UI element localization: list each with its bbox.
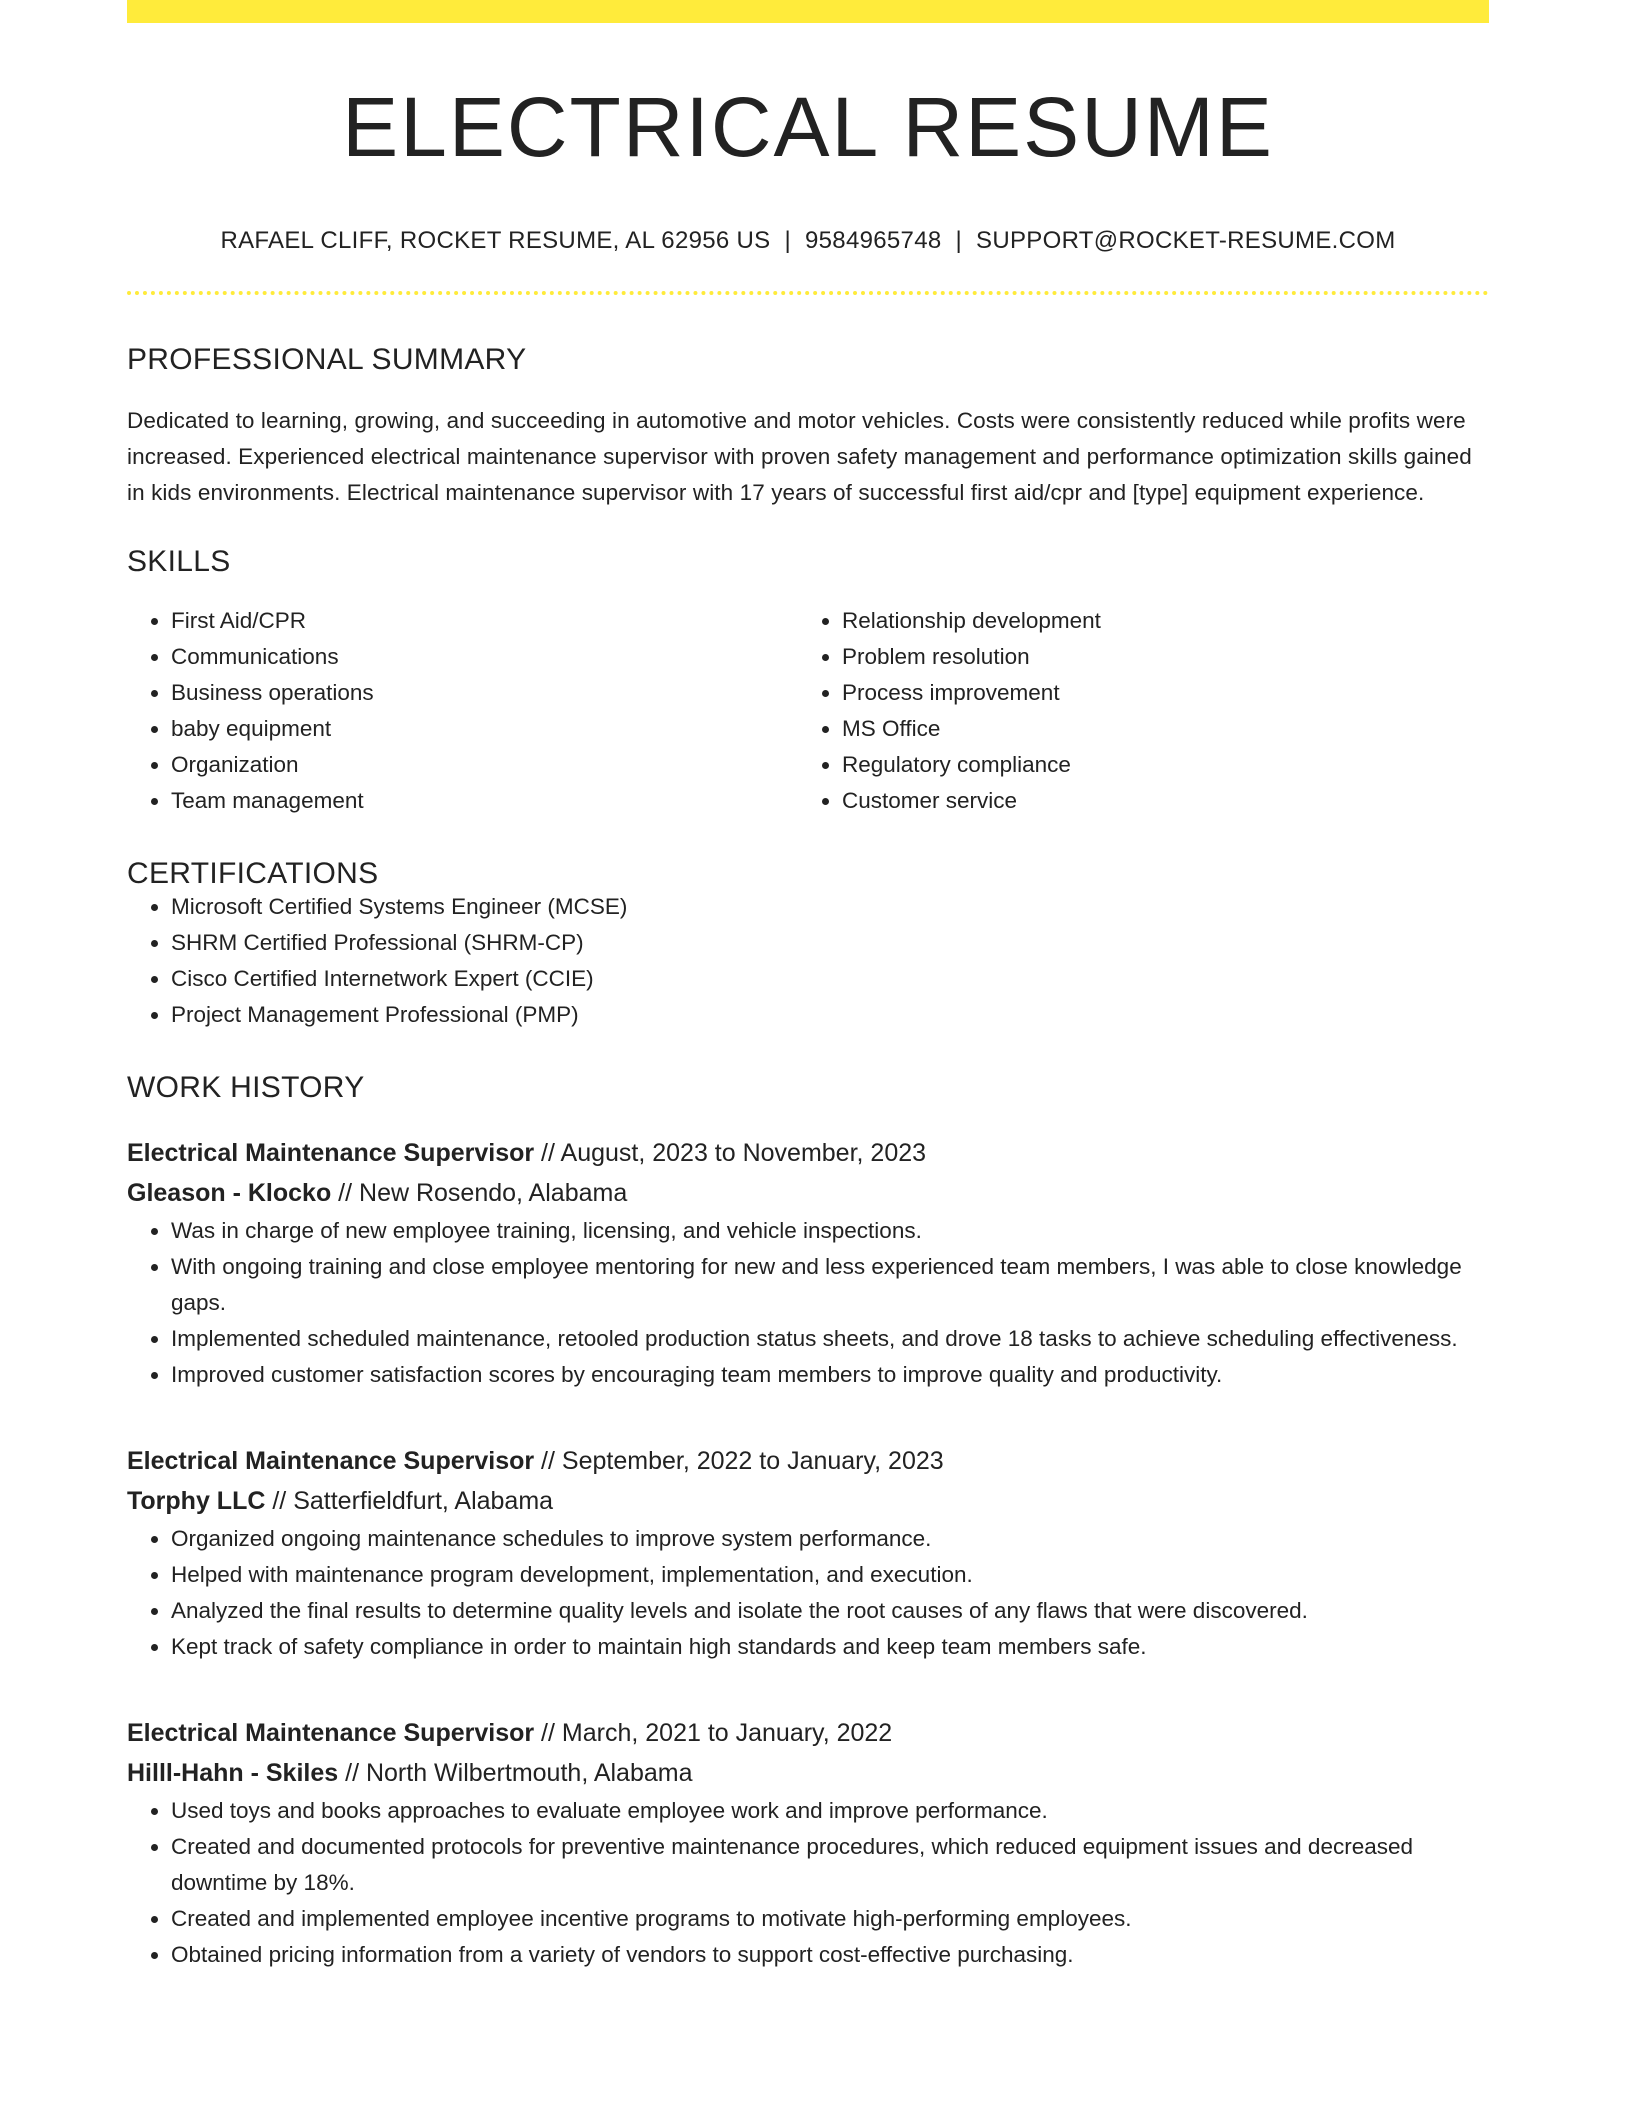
job-duties-list [127,1213,1489,1393]
job-separator: // [331,1179,360,1207]
job-title-line [127,1133,1489,1173]
job-separator: // [265,1487,294,1515]
work-history-heading: WORK HISTORY [127,1071,365,1104]
job-title-line [127,1441,1489,1481]
certifications-list [127,889,1489,1033]
resume-page [127,0,1489,1973]
job-entry [127,1441,1489,1665]
contact-email: SUPPORT@ROCKET-RESUME.COM [976,227,1396,254]
job-title-line [127,1713,1489,1753]
skills-heading: SKILLS [127,545,231,578]
job-duty: • Was in charge of new employee training, licensing, and vehicle inspections. [171,1213,1489,1249]
skills-list-right [798,603,1469,819]
accent-top-bar [127,0,1489,23]
skill-item: • Business operations [171,675,798,711]
job-separator: // [338,1759,366,1787]
job-dates: March, 2021 to January, 2022 [561,1719,893,1747]
job-duty: • Kept track of safety compliance in order to maintain high standards and keep team members safe. [171,1629,1489,1665]
job-duty: • Organized ongoing maintenance schedules to improve system performance. [171,1521,1489,1557]
job-duties-list [127,1793,1489,1973]
resume-title: ELECTRICAL RESUME [342,80,1274,174]
job-company-line [127,1753,1489,1793]
skill-item: • Process improvement [842,675,1469,711]
job-title: Electrical Maintenance Supervisor [127,1447,535,1475]
contact-line [127,229,1489,253]
job-dates: August, 2023 to November, 2023 [560,1139,927,1167]
job-duty: • Implemented scheduled maintenance, retooled production status sheets, and drove 18 tasks to achieve scheduling effectiveness. [171,1321,1489,1357]
skill-item: • Customer service [842,783,1469,819]
job-duty: • Obtained pricing information from a variety of vendors to support cost-effective purchasing. [171,1937,1489,1973]
job-entry [127,1133,1489,1393]
job-company: Torphy LLC [127,1487,266,1515]
contact-phone: 9584965748 [805,227,942,254]
skill-item: • Problem resolution [842,639,1469,675]
contact-separator: | [955,227,963,254]
skill-item: • Relationship development [842,603,1469,639]
skill-item: • MS Office [842,711,1469,747]
job-separator: // [534,1719,562,1747]
job-dates: September, 2022 to January, 2023 [561,1447,944,1475]
job-entry [127,1713,1489,1973]
contact-separator: | [784,227,792,254]
job-company-line [127,1481,1489,1521]
certification-item: • SHRM Certified Professional (SHRM-CP) [171,925,1489,961]
skills-column-left [127,603,798,819]
certifications-heading: CERTIFICATIONS [127,857,379,890]
job-duty: • Helped with maintenance program development, implementation, and execution. [171,1557,1489,1593]
skills-column-right [798,603,1469,819]
job-company: Gleason - Klocko [127,1179,332,1207]
job-company: Hilll-Hahn - Skiles [127,1759,339,1787]
skill-item: • Regulatory compliance [842,747,1469,783]
job-duty: • With ongoing training and close employee mentoring for new and less experienced team members, I was able to close knowledge gaps. [171,1249,1489,1321]
skills-list-left [127,603,798,819]
summary-text: Dedicated to learning, growing, and succeeding in automotive and motor vehicles. Costs were consistently reduced while profits were increased. Experienced electrical maintenance supervisor with proven safety management and performance optimization skills gained in kids environments. Electrical maintenance supervisor with 17 years of successful first aid/cpr and [type] equipment experience. [127,408,1472,505]
skill-item: • Team management [171,783,798,819]
job-duty: • Created and implemented employee incentive programs to motivate high-performing employees. [171,1901,1489,1937]
job-duty: • Analyzed the final results to determine quality levels and isolate the root causes of any flaws that were discovered. [171,1593,1489,1629]
skill-item: • First Aid/CPR [171,603,798,639]
job-location: Satterfieldfurt, Alabama [293,1487,554,1515]
skills-grid [127,603,1489,819]
skill-item: • baby equipment [171,711,798,747]
dotted-divider [127,291,1489,295]
contact-address: RAFAEL CLIFF, ROCKET RESUME, AL 62956 US [220,227,771,254]
certification-item: • Microsoft Certified Systems Engineer (MCSE) [171,889,1489,925]
certification-item: • Project Management Professional (PMP) [171,997,1489,1033]
job-company-line [127,1173,1489,1213]
job-separator: // [534,1447,562,1475]
job-duty: • Improved customer satisfaction scores by encouraging team members to improve quality and productivity. [171,1357,1489,1393]
summary-heading: PROFESSIONAL SUMMARY [127,343,527,376]
job-title: Electrical Maintenance Supervisor [127,1719,535,1747]
job-duty: • Used toys and books approaches to evaluate employee work and improve performance. [171,1793,1489,1829]
skill-item: • Organization [171,747,798,783]
job-duty: • Created and documented protocols for preventive maintenance procedures, which reduced equipment issues and decreased downtime by 18%. [171,1829,1489,1901]
skill-item: • Communications [171,639,798,675]
job-duties-list [127,1521,1489,1665]
certification-item: • Cisco Certified Internetwork Expert (CCIE) [171,961,1489,997]
job-title: Electrical Maintenance Supervisor [127,1139,535,1167]
job-location: New Rosendo, Alabama [359,1179,628,1207]
job-location: North Wilbertmouth, Alabama [365,1759,693,1787]
job-separator: // [534,1139,561,1167]
